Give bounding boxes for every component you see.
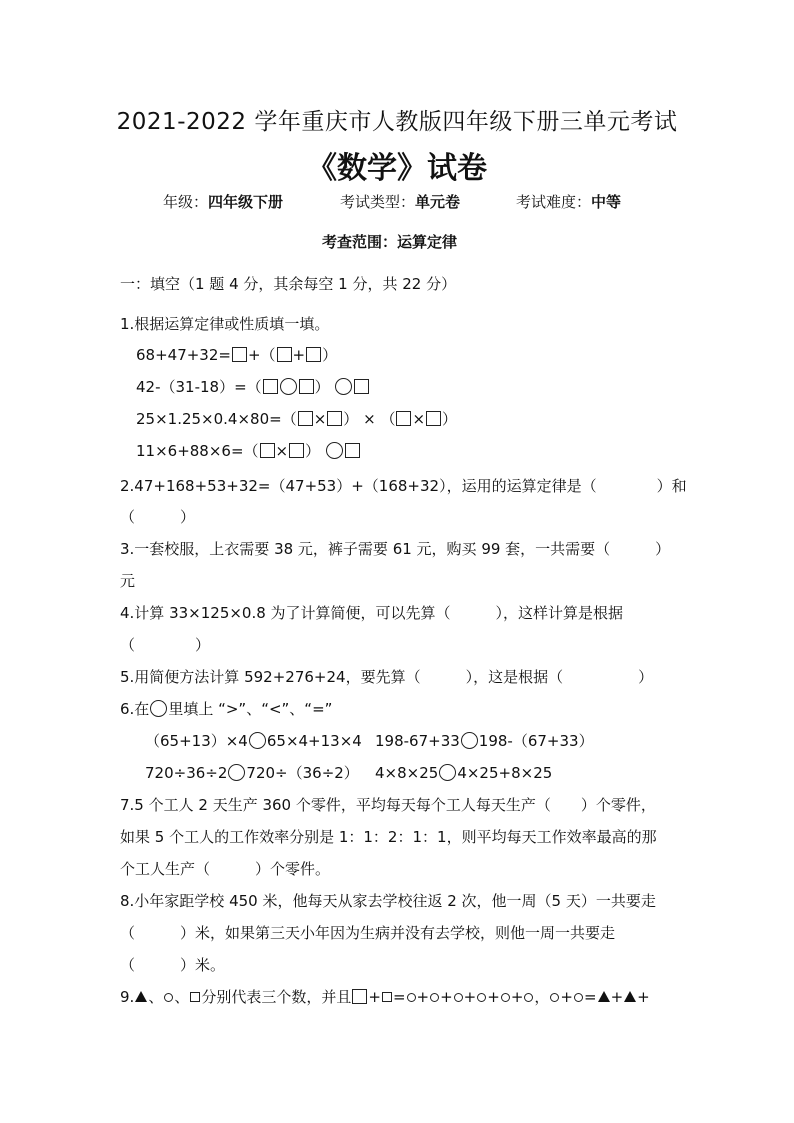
circle-symbol-icon <box>164 993 173 1002</box>
scope-value: 运算定律 <box>397 233 458 251</box>
difficulty-value: 中等 <box>591 193 622 211</box>
grade-value: 四年级下册 <box>208 193 284 211</box>
q6-r1a-left: （65+13）×4 <box>145 732 248 750</box>
answer-box-icon <box>306 347 321 362</box>
type-value: 单元卷 <box>415 193 461 211</box>
circle-symbol-icon <box>454 993 463 1002</box>
answer-box-icon <box>298 411 313 426</box>
exam-title-line1: 2021-2022 学年重庆市人教版四年级下册三单元考试 <box>116 109 678 135</box>
q1c-times2: × <box>363 410 376 428</box>
q9-op: = <box>584 988 597 1006</box>
exam-title-line2: 《数学》试卷 <box>307 151 487 186</box>
q9-op: + <box>637 988 650 1006</box>
q6-r2b-left: 4×8×25 <box>375 764 439 782</box>
answer-circle-icon <box>280 378 297 395</box>
q9-op: + <box>487 988 500 1006</box>
q9-op: = <box>392 988 406 1006</box>
circle-symbol-icon <box>524 993 533 1002</box>
q6-r1b-left: 198-67+33 <box>375 732 460 750</box>
answer-box-icon <box>396 411 411 426</box>
q9-number: 9. <box>120 988 135 1006</box>
q9-sep: 、 <box>148 988 164 1006</box>
q1c-close2: ） <box>442 410 458 428</box>
q6-r2a-left: 720÷36÷2 <box>145 764 228 782</box>
q9-text: 分别代表三个数，并且 <box>201 988 352 1006</box>
q3-line1: 3.一套校服，上衣需要 38 元，裤子需要 61 元，购买 99 套，一共需要（ ） <box>120 540 671 558</box>
scope-label: 考查范围： <box>322 233 398 251</box>
q1d-lhs: 11×6+88×6=（ <box>136 442 259 460</box>
answer-box-icon <box>289 443 304 458</box>
square-symbol-icon <box>190 992 200 1002</box>
circle-symbol-icon <box>430 993 439 1002</box>
q1c-lhs: 25×1.25×0.4×80=（ <box>136 410 297 428</box>
q1-row-a <box>136 345 337 365</box>
compare-circle-icon <box>150 700 167 717</box>
q9-op: + <box>440 988 453 1006</box>
q9-line1 <box>120 987 650 1007</box>
q1a-close: ） <box>322 346 338 364</box>
q2-line1: 2.47+168+53+32=（47+53）+（168+32），运用的运算定律是（ ）和 <box>120 477 687 495</box>
q6-stem <box>120 699 332 719</box>
q1b-lhs: 42-（31-18）=（ <box>136 378 262 396</box>
q6-row1-a <box>145 731 362 751</box>
answer-box-icon <box>426 411 441 426</box>
q1c-open: （ <box>380 410 396 428</box>
q8-line1: 8.小年家距学校 450 米，他每天从家去学校往返 2 次，他一周（5 天）一共要走 <box>120 892 656 910</box>
q9-sep: ， <box>534 988 550 1006</box>
q2-line2: （ ） <box>120 508 196 526</box>
answer-box-icon <box>277 347 292 362</box>
circle-symbol-icon <box>407 993 416 1002</box>
grade-meta <box>163 191 283 212</box>
q1-row-d <box>136 441 361 461</box>
q1a-lhs: 68+47+32= <box>136 346 231 364</box>
answer-box-icon <box>345 443 360 458</box>
q4-line1: 4.计算 33×125×0.8 为了计算简便，可以先算（ ），这样计算是根据 <box>120 604 624 622</box>
q9-op: + <box>463 988 477 1006</box>
triangle-symbol-icon <box>598 991 610 1002</box>
q6-r1a-right: 65×4+13×4 <box>266 732 362 750</box>
compare-circle-icon <box>439 764 456 781</box>
q7-line2: 如果 5 个工人的工作效率分别是 1：1：2：1：1，则平均每天工作效率最高的那 <box>120 828 657 846</box>
q1b-close: ） <box>314 378 330 396</box>
q1a-plus: +（ <box>247 346 276 364</box>
q1c-times3: × <box>412 410 426 428</box>
q3-line2: 元 <box>120 572 136 590</box>
answer-box-icon <box>263 379 278 394</box>
q9-op: + <box>510 988 524 1006</box>
difficulty-meta <box>516 191 621 212</box>
q5-line1: 5.用简便方法计算 592+276+24，要先算（ ），这是根据（ ） <box>120 668 654 686</box>
square-symbol-icon <box>382 992 392 1002</box>
grade-label: 年级： <box>163 193 209 211</box>
q8-line3: （ ）米。 <box>120 956 226 974</box>
answer-box-icon <box>232 347 247 362</box>
q6-stem-b: 里填上 “>”、“<”、“=” <box>168 700 333 718</box>
q1a-plus2: + <box>292 346 306 364</box>
difficulty-label: 考试难度： <box>516 193 592 211</box>
circle-symbol-icon <box>550 993 559 1002</box>
q1c-close: ） <box>343 410 359 428</box>
q1c-times: × <box>313 410 327 428</box>
answer-circle-icon <box>326 442 343 459</box>
q7-line1: 7.5 个工人 2 天生产 360 个零件，平均每天每个工人每天生产（ ）个零件， <box>120 796 656 814</box>
compare-circle-icon <box>228 764 245 781</box>
answer-box-icon <box>354 379 369 394</box>
circle-symbol-icon <box>501 993 510 1002</box>
section1-heading: 一：填空（1 题 4 分，其余每空 1 分，共 22 分） <box>120 275 457 293</box>
q6-row1-b <box>375 731 594 751</box>
triangle-symbol-icon <box>624 991 636 1002</box>
q6-stem-a: 6.在 <box>120 700 150 718</box>
circle-symbol-icon <box>477 993 486 1002</box>
square-symbol-icon <box>352 989 367 1004</box>
q7-line3: 个工人生产（ ）个零件。 <box>120 860 331 878</box>
q6-row2-a <box>145 763 359 783</box>
q9-op: + <box>416 988 430 1006</box>
answer-box-icon <box>260 443 275 458</box>
type-meta <box>340 191 460 212</box>
answer-box-icon <box>299 379 314 394</box>
q1-row-b <box>136 377 370 397</box>
q6-r1b-right: 198-（67+33） <box>478 732 594 750</box>
q9-sep: 、 <box>174 988 190 1006</box>
q1-row-c <box>136 409 457 429</box>
q4-line2: （ ） <box>120 636 211 654</box>
type-label: 考试类型： <box>340 193 416 211</box>
compare-circle-icon <box>461 732 478 749</box>
q1-stem: 1.根据运算定律或性质填一填。 <box>120 315 330 333</box>
q9-op: + <box>560 988 573 1006</box>
circle-symbol-icon <box>574 993 583 1002</box>
scope-meta <box>322 231 457 252</box>
q1d-times: × <box>275 442 289 460</box>
answer-circle-icon <box>335 378 352 395</box>
triangle-symbol-icon <box>135 991 147 1002</box>
q9-op: + <box>368 988 381 1006</box>
compare-circle-icon <box>249 732 266 749</box>
answer-box-icon <box>327 411 342 426</box>
q6-r2a-right: 720÷（36÷2） <box>246 764 359 782</box>
q9-op: + <box>610 988 624 1006</box>
q6-row2-b <box>375 763 552 783</box>
q8-line2: （ ）米，如果第三天小年因为生病并没有去学校，则他一周一共要走 <box>120 924 616 942</box>
q1d-close: ） <box>305 442 321 460</box>
q6-r2b-right: 4×25+8×25 <box>457 764 553 782</box>
